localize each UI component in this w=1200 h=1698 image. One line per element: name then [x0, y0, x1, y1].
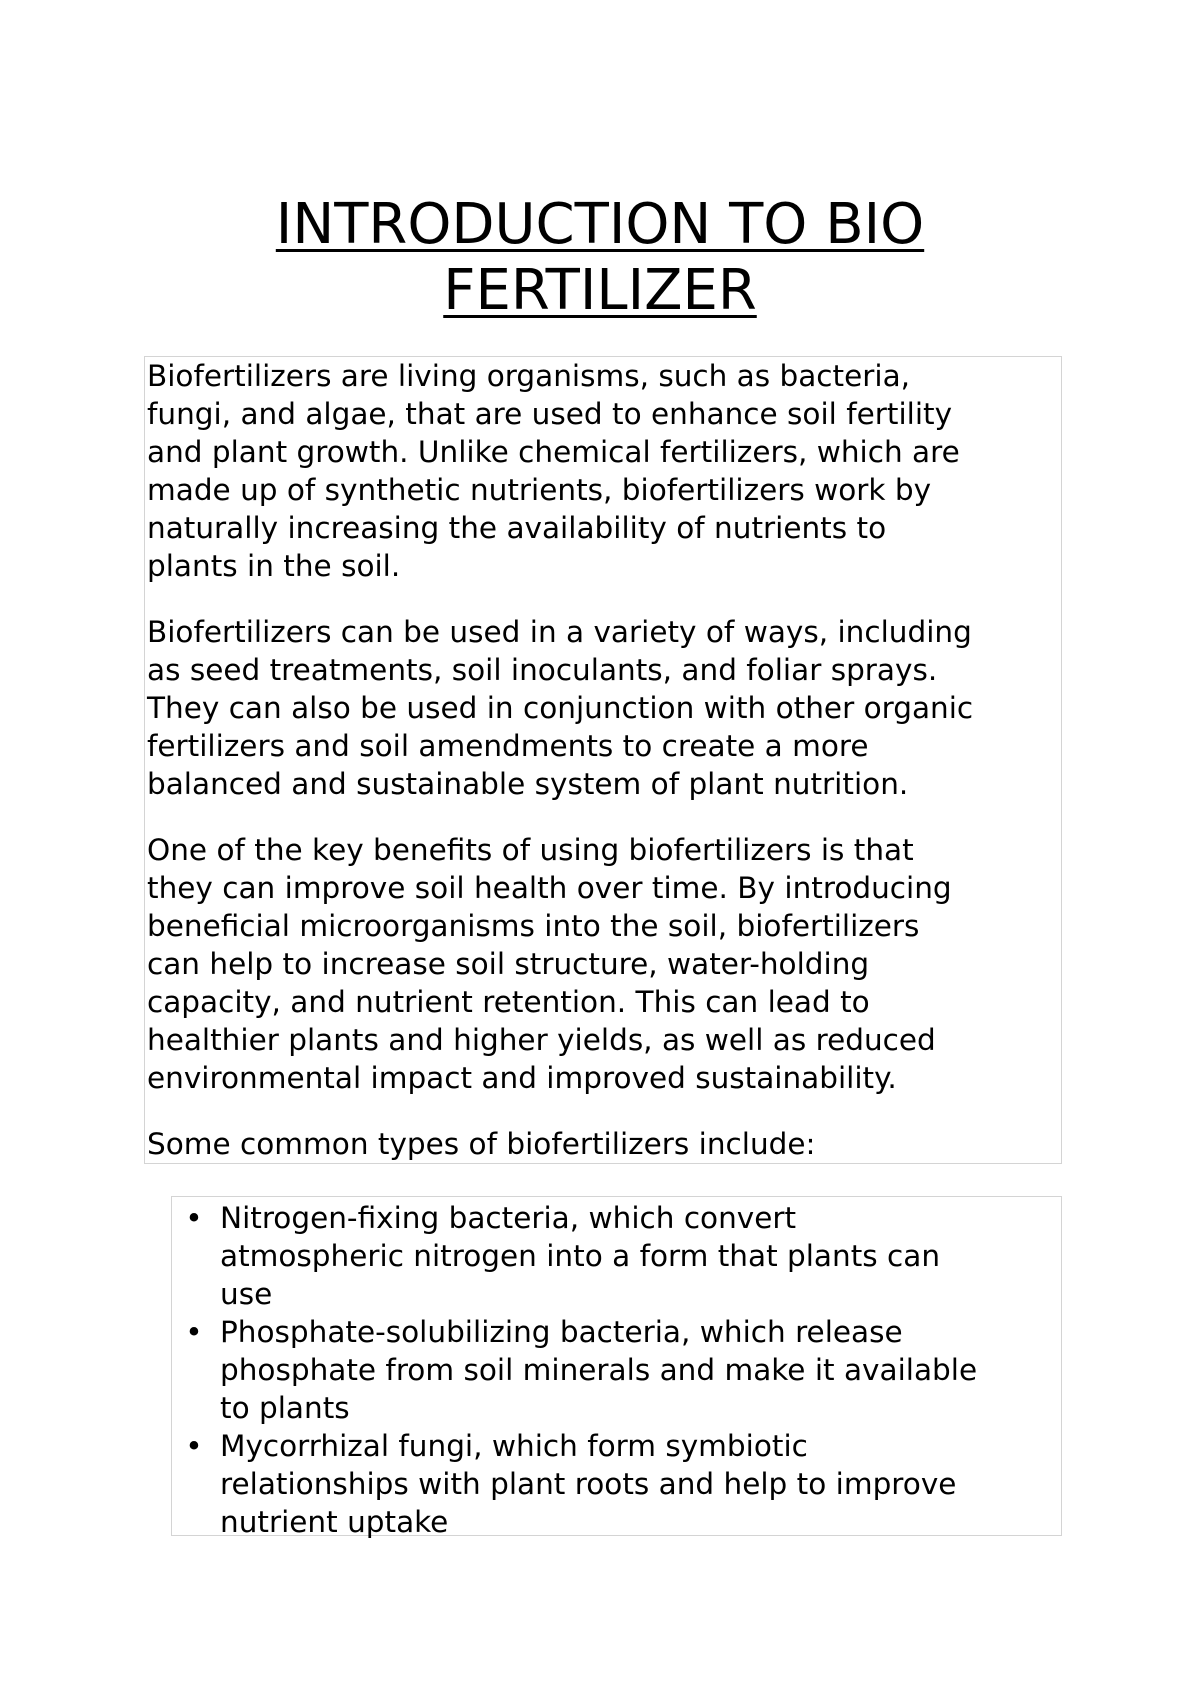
page-title — [0, 192, 1200, 324]
paragraph-line: and plant growth. Unlike chemical fertilizers, which are — [147, 435, 960, 469]
list-item-line: relationships with plant roots and help to improve — [220, 1467, 957, 1501]
paragraph-line: fertilizers and soil amendments to create a more — [147, 729, 869, 763]
paragraph-line: Some common types of biofertilizers include: — [147, 1127, 816, 1161]
paragraph-line: made up of synthetic nutrients, biofertilizers work by — [147, 473, 932, 507]
paragraph-usage — [147, 613, 973, 803]
list-item-line: phosphate from soil minerals and make it available — [220, 1353, 978, 1387]
list-item-line: Phosphate-solubilizing bacteria, which release — [220, 1315, 903, 1349]
list-item-line: to plants — [220, 1391, 350, 1425]
paragraph-line: fungi, and algae, that are used to enhance soil fertility — [147, 397, 953, 431]
paragraph-line: beneficial microorganisms into the soil, biofertilizers — [147, 909, 920, 943]
list-item — [172, 1427, 977, 1541]
paragraph-line: plants in the soil. — [147, 549, 401, 583]
paragraph-line: environmental impact and improved sustainability. — [147, 1061, 897, 1095]
paragraph-line: healthier plants and higher yields, as well as reduced — [147, 1023, 936, 1057]
list-item-line: Nitrogen-fixing bacteria, which convert — [220, 1201, 797, 1235]
title-line-1: INTRODUCTION TO BIO — [275, 192, 925, 257]
paragraph-line: they can improve soil health over time. By introducing — [147, 871, 952, 905]
paragraph-line: Biofertilizers can be used in a variety of ways, including — [147, 615, 972, 649]
paragraph-benefits — [147, 831, 952, 1097]
body-text-frame — [144, 356, 1062, 1164]
biofertilizer-types-list — [172, 1199, 977, 1541]
bullet-icon: • — [185, 1201, 203, 1235]
list-item — [172, 1199, 977, 1313]
paragraph-line: Biofertilizers are living organisms, such as bacteria, — [147, 359, 911, 393]
paragraph-line: can help to increase soil structure, water-holding — [147, 947, 870, 981]
bullet-icon: • — [185, 1429, 203, 1463]
paragraph-intro — [147, 357, 960, 585]
paragraph-types-intro — [147, 1125, 815, 1163]
bullet-list-frame — [171, 1196, 1062, 1539]
paragraph-line: balanced and sustainable system of plant nutrition. — [147, 767, 909, 801]
paragraph-line: They can also be used in conjunction with other organic — [147, 691, 974, 725]
list-item-line: nutrient uptake — [220, 1505, 449, 1539]
paragraph-line: capacity, and nutrient retention. This can lead to — [147, 985, 870, 1019]
list-item-line: use — [220, 1277, 273, 1311]
list-item-line: atmospheric nitrogen into a form that plants can — [220, 1239, 941, 1273]
list-item — [172, 1313, 977, 1427]
paragraph-line: as seed treatments, soil inoculants, and foliar sprays. — [147, 653, 938, 687]
title-line-2: FERTILIZER — [443, 258, 757, 323]
paragraph-line: naturally increasing the availability of nutrients to — [147, 511, 887, 545]
bullet-icon: • — [185, 1315, 203, 1349]
list-item-line: Mycorrhizal fungi, which form symbiotic — [220, 1429, 808, 1463]
paragraph-line: One of the key benefits of using biofertilizers is that — [147, 833, 914, 867]
